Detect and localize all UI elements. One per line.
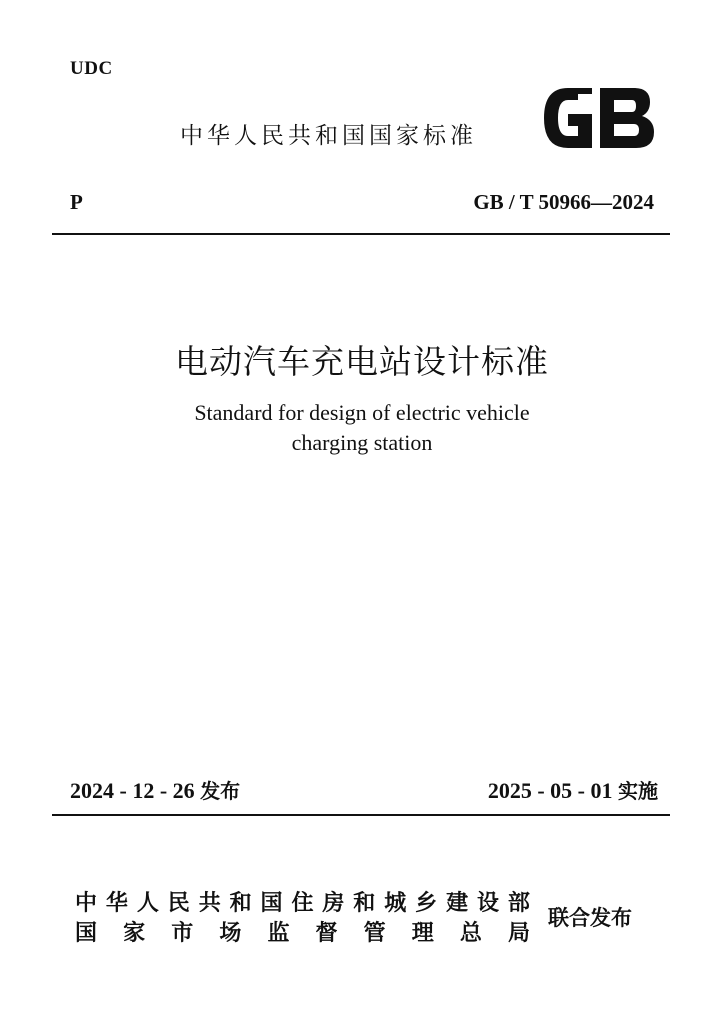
publisher-char: 总 (459, 921, 482, 946)
title-chinese: 电动汽车充电站设计标准 (175, 342, 549, 381)
bottom-divider (52, 814, 670, 816)
publisher-char: 人 (136, 891, 159, 916)
publisher-char: 建 (446, 891, 469, 916)
standard-code: GB / T 50966—2024 (473, 190, 654, 214)
publisher-line-2 (75, 916, 530, 947)
publisher-char: 中 (75, 891, 98, 916)
publisher-char: 督 (315, 921, 338, 946)
implement-date: 2025 - 05 - 01 (487, 778, 613, 803)
publisher-line-1 (75, 886, 530, 917)
publisher-char: 和 (353, 891, 376, 916)
issue-label: 发布 (200, 779, 241, 803)
publisher-char: 住 (291, 891, 314, 916)
publisher-char: 局 (507, 921, 530, 946)
publisher-char: 场 (219, 921, 242, 946)
publisher-char: 国 (75, 921, 98, 946)
gb-logo-b (600, 88, 654, 148)
publisher-char: 和 (229, 891, 252, 916)
title-english-line1: Standard for design of electric vehicle (194, 400, 530, 425)
publisher-char: 乡 (415, 891, 438, 916)
issue-date: 2024 - 12 - 26 (70, 778, 195, 803)
national-standard-label: 中华人民共和国国家标准 (180, 123, 477, 149)
publisher-char: 华 (105, 891, 128, 916)
top-divider (52, 233, 670, 235)
title-english-line2: charging station (291, 430, 433, 455)
implement-label: 实施 (618, 779, 658, 803)
publisher-char: 房 (322, 891, 345, 916)
publisher-char: 部 (507, 891, 530, 916)
publisher-char: 市 (171, 921, 194, 946)
publisher-char: 管 (363, 921, 386, 946)
publisher-char: 国 (260, 891, 283, 916)
publisher-char: 共 (198, 891, 221, 916)
standard-category: P (70, 190, 83, 214)
publisher-char: 监 (267, 921, 290, 946)
publisher-char: 城 (384, 891, 407, 916)
publisher-char: 民 (167, 891, 190, 916)
implement-date-block (488, 775, 658, 804)
publisher-char: 家 (123, 921, 146, 946)
udc-label: UDC (70, 58, 113, 79)
joint-release-label: 联合发布 (548, 906, 632, 930)
publisher-char: 理 (411, 921, 434, 946)
gb-logo-g (544, 88, 592, 148)
gb-logo (538, 84, 658, 152)
publisher-char: 设 (476, 891, 499, 916)
issue-date-block (70, 775, 240, 804)
